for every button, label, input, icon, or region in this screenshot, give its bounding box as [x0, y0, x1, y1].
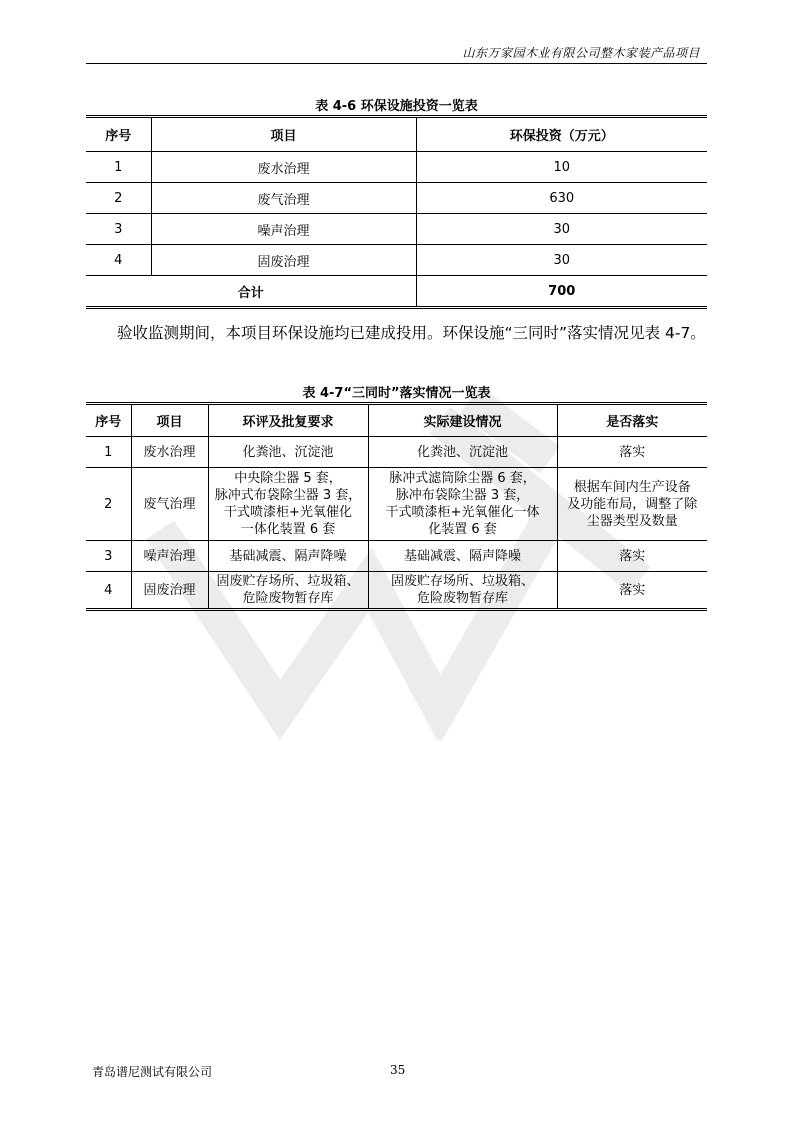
table-row — [86, 572, 707, 610]
cell-index: 2 — [86, 183, 151, 214]
cell-investment: 10 — [416, 152, 707, 183]
footer-company: 青岛谱尼测试有限公司 — [92, 1065, 213, 1079]
cell-item: 废气治理 — [151, 183, 416, 214]
table-row — [86, 468, 707, 541]
cell-investment: 30 — [416, 245, 707, 276]
cell-requirement: 中央除尘器 5 套， 脉冲式布袋除尘器 3 套， 干式喷漆柜+光氧催化 一体化装置 6 套 — [208, 468, 368, 541]
table1-caption: 表 4-6 环保设施投资一览表 — [315, 99, 478, 114]
header-rule — [86, 63, 707, 64]
cell-actual: 化粪池、沉淀池 — [368, 437, 557, 468]
cell-item: 噪声治理 — [151, 214, 416, 245]
total-label: 合计 — [86, 276, 416, 308]
table-row — [86, 214, 707, 245]
cell-item: 噪声治理 — [131, 541, 208, 572]
cell-item: 废水治理 — [151, 152, 416, 183]
col-header-index: 序号 — [86, 117, 151, 152]
cell-implemented: 落实 — [557, 541, 707, 572]
cell-item: 固废治理 — [151, 245, 416, 276]
col-header-requirement: 环评及批复要求 — [208, 404, 368, 437]
table-total-row — [86, 276, 707, 308]
page-number: 35 — [390, 1063, 406, 1077]
table-row — [86, 437, 707, 468]
cell-investment: 630 — [416, 183, 707, 214]
cell-index: 3 — [86, 214, 151, 245]
table-row — [86, 152, 707, 183]
col-header-investment: 环保投资（万元） — [416, 117, 707, 152]
cell-index: 4 — [86, 245, 151, 276]
col-header-actual: 实际建设情况 — [368, 404, 557, 437]
cell-implemented: 落实 — [557, 437, 707, 468]
cell-requirement: 基础减震、隔声降噪 — [208, 541, 368, 572]
page-header-title: 山东万家园木业有限公司整木家装产品项目 — [462, 46, 700, 60]
body-paragraph: 验收监测期间，本项目环保设施均已建成投用。环保设施“三同时”落实情况见表 4-7。 — [117, 324, 706, 342]
total-value: 700 — [416, 276, 707, 308]
cell-actual: 固废贮存场所、垃圾箱、 危险废物暂存库 — [368, 572, 557, 610]
table-row — [86, 541, 707, 572]
cell-index: 2 — [86, 468, 131, 541]
col-header-index: 序号 — [86, 404, 131, 437]
three-simultaneous-table — [86, 402, 707, 611]
table-row — [86, 245, 707, 276]
col-header-implemented: 是否落实 — [557, 404, 707, 437]
cell-item: 废水治理 — [131, 437, 208, 468]
cell-requirement: 固废贮存场所、垃圾箱、 危险废物暂存库 — [208, 572, 368, 610]
cell-index: 1 — [86, 437, 131, 468]
cell-item: 废气治理 — [131, 468, 208, 541]
cell-implemented: 根据车间内生产设备 及功能布局，调整了除 尘器类型及数量 — [557, 468, 707, 541]
cell-implemented: 落实 — [557, 572, 707, 610]
cell-index: 3 — [86, 541, 131, 572]
cell-item: 固废治理 — [131, 572, 208, 610]
cell-actual: 脉冲式滤筒除尘器 6 套， 脉冲布袋除尘器 3 套， 干式喷漆柜+光氧催化一体 化装置 6 套 — [368, 468, 557, 541]
cell-index: 4 — [86, 572, 131, 610]
cell-index: 1 — [86, 152, 151, 183]
table-header-row — [86, 117, 707, 152]
cell-requirement: 化粪池、沉淀池 — [208, 437, 368, 468]
table-header-row — [86, 404, 707, 437]
col-header-item: 项目 — [151, 117, 416, 152]
cell-investment: 30 — [416, 214, 707, 245]
col-header-item: 项目 — [131, 404, 208, 437]
table2-caption: 表 4-7“三同时”落实情况一览表 — [302, 386, 491, 401]
cell-actual: 基础减震、隔声降噪 — [368, 541, 557, 572]
env-investment-table — [86, 115, 707, 309]
table-row — [86, 183, 707, 214]
